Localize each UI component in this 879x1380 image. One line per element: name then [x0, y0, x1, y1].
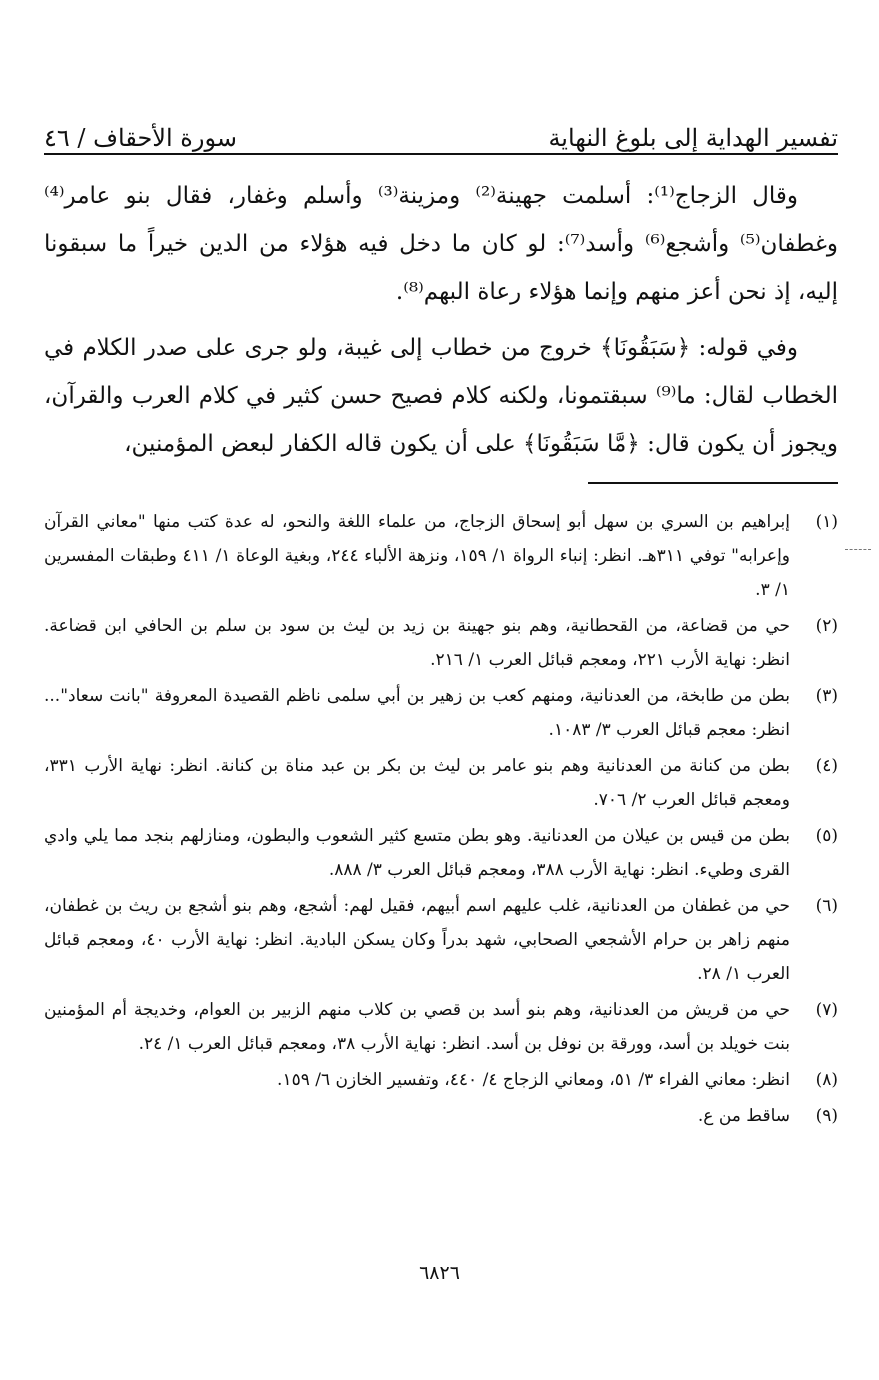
header-rule [44, 153, 838, 155]
footnote-text: إبراهيم بن السري بن سهل أبو إسحاق الزجاج، من علماء اللغة والنحو، له عدة كتب منها "معاني القرآن وإعرابه" توفي ٣١١هـ. انظر: إنباء الرواة ١/ ١٥٩، ونزهة الألباء ٢٤٤، وبغية الوعاة ١/ ٤١١ وطبقات المفسرين ١/ ٣. [44, 512, 791, 600]
footnote [44, 889, 838, 991]
footnote [44, 749, 838, 817]
footnote-number: (٦) [815, 896, 838, 916]
footnote-number: (١) [815, 512, 838, 532]
footnotes [44, 505, 838, 1135]
footnote-text: ساقط من ع. [697, 1106, 790, 1126]
footnote-number: (٥) [815, 826, 838, 846]
footnote-number: (٤) [815, 756, 838, 776]
page-number: ٦٨٢٦ [419, 1262, 460, 1284]
footnote [44, 505, 838, 607]
footnote-text: انظر: معاني الفراء ٣/ ٥١، ومعاني الزجاج ٤/ ٤٤٠، وتفسير الخازن ٦/ ١٥٩. [277, 1070, 790, 1090]
footnote [44, 1063, 838, 1097]
footnote [44, 1099, 838, 1133]
footnote-separator [588, 482, 838, 484]
footnote [44, 819, 838, 887]
main-text [44, 172, 838, 476]
paragraph: وقال الزجاج⁽¹⁾: أسلمت جهينة⁽²⁾ ومزينة⁽³⁾ وأسلم وغفار، فقال بنو عامر⁽⁴⁾ وغطفان⁽⁵⁾ وأشجع⁽⁶⁾ وأسد⁽⁷⁾: لو كان ما دخل فيه هؤلاء من الدين خيراً ما سبقونا إليه، إذ نحن أعز منهم وإنما هؤلاء رعاة البهم⁽⁸⁾. [44, 183, 838, 305]
footnote-number: (٧) [815, 1000, 838, 1020]
footnote [44, 993, 838, 1061]
footnote-number: (٨) [815, 1070, 838, 1090]
footnote [44, 609, 838, 677]
book-title: تفسير الهداية إلى بلوغ النهاية [548, 124, 838, 152]
paragraph: وفي قوله: ﴿سَبَقُونَا﴾ خروج من خطاب إلى غيبة، ولو جرى على صدر الكلام في الخطاب لقال: ما⁽⁹⁾ سبقتمونا، ولكنه كلام فصيح حسن كثير في كلام العرب والقرآن، ويجوز أن يكون قال: ﴿مَّا سَبَقُونَا﴾ على أن يكون قاله الكفار لبعض المؤمنين، [44, 335, 838, 457]
footnote-text: حي من قريش من العدنانية، وهم بنو أسد بن قصي بن كلاب منهم الزبير بن العوام، وخديجة أم المؤمنين بنت خويلد بن أسد، وورقة بن نوفل بن أسد. انظر: نهاية الأرب ٣٨، ومعجم قبائل العرب ١/ ٢٤. [44, 1000, 790, 1054]
surah-reference: سورة الأحقاف / ٤٦ [44, 124, 237, 152]
footnote-text: بطن من طابخة، من العدنانية، ومنهم كعب بن زهير بن أبي سلمى ناظم القصيدة المعروفة "بانت سعاد"... انظر: معجم قبائل العرب ٣/ ١٠٨٣. [44, 686, 790, 740]
margin-mark [845, 549, 871, 550]
footnote-text: حي من قضاعة، من القحطانية، وهم بنو جهينة بن زيد بن ليث بن سود بن سلم بن الحافي ابن قضاعة. انظر: نهاية الأرب ٢٢١، ومعجم قبائل العرب ١/ ٢١٦. [44, 616, 790, 670]
footnote-number: (٩) [815, 1106, 838, 1126]
footnote-number: (٣) [815, 686, 838, 706]
footnote-text: بطن من كنانة من العدنانية وهم بنو عامر بن ليث بن بكر بن عبد مناة بن كنانة. انظر: نهاية الأرب ٣٣١، ومعجم قبائل العرب ٢/ ٧٠٦. [44, 756, 790, 810]
footnote-text: بطن من قيس بن عيلان من العدنانية. وهو بطن متسع كثير الشعوب والبطون، ومنازلهم بنجد مما يلي وادي القرى وطيء. انظر: نهاية الأرب ٣٨٨، ومعجم قبائل العرب ٣/ ٨٨٨. [44, 826, 790, 880]
footnote-number: (٢) [815, 616, 838, 636]
running-header [44, 108, 838, 152]
footnote [44, 679, 838, 747]
footnote-text: حي من غطفان من العدنانية، غلب عليهم اسم أبيهم، فقيل لهم: أشجع، وهم بنو أشجع بن ريث بن غطفان، منهم زاهر بن حرام الأشجعي الصحابي، شهد بدراً وكان يسكن البادية. انظر: نهاية الأرب ٤٠، ومعجم قبائل العرب ١/ ٢٨. [44, 896, 790, 984]
